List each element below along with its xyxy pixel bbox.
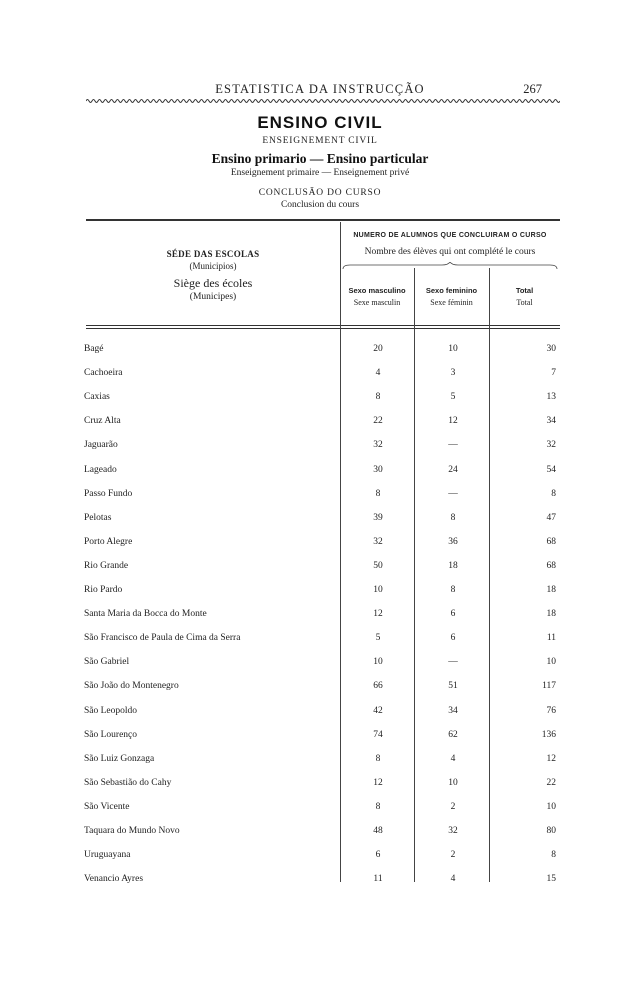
total-count: 68 (546, 560, 556, 571)
table-row (0, 537, 640, 553)
male-count: 12 (373, 777, 383, 788)
table-row (0, 730, 640, 746)
municipality-name: São Francisco de Paula de Cima da Serra (84, 633, 241, 644)
female-count: 32 (448, 826, 458, 836)
female-count: 6 (450, 609, 456, 620)
municipality-name: Taquara do Mundo Novo (84, 826, 180, 836)
total-count: 18 (546, 609, 556, 620)
column-header-male-pt: Sexo masculino (348, 286, 406, 295)
male-count: 50 (373, 560, 383, 571)
page-subtitle-fr: Enseignement primaire — Enseignement privé (230, 168, 410, 178)
male-count: 39 (373, 512, 383, 523)
total-count: 18 (546, 585, 556, 595)
table-row (0, 585, 640, 601)
table-row (0, 826, 640, 842)
section-title-fr: Conclusion du cours (280, 200, 360, 210)
male-count: 32 (373, 440, 383, 451)
total-count: 10 (546, 657, 556, 668)
page-title-fr: ENSEIGNEMENT CIVIL (262, 136, 378, 146)
female-count: — (448, 440, 458, 451)
male-count: 4 (375, 368, 381, 379)
column-header-female (414, 286, 489, 307)
female-count: 8 (450, 512, 456, 523)
male-count: 22 (373, 416, 383, 427)
male-count: 6 (375, 850, 381, 861)
table-row (0, 465, 640, 481)
male-count: 66 (373, 681, 383, 692)
female-count: 36 (448, 536, 458, 547)
column-header-male-fr: Sexe masculin (353, 298, 401, 307)
group-header-fr: Nombre des élèves qui ont complété le cours (364, 247, 536, 257)
female-count: 3 (450, 368, 456, 379)
total-count: 15 (546, 874, 556, 885)
municipality-name: Passo Fundo (84, 488, 133, 499)
municipality-name: Cachoeira (84, 368, 123, 379)
table-row (0, 850, 640, 866)
female-count: 4 (450, 753, 456, 764)
municipality-name: Pelotas (84, 512, 112, 523)
female-count: — (448, 657, 458, 668)
table-row (0, 778, 640, 794)
total-count: 32 (546, 440, 556, 451)
municipality-name: Porto Alegre (84, 536, 133, 547)
table-row (0, 344, 640, 360)
male-count: 48 (373, 826, 383, 836)
female-count: 2 (450, 850, 456, 861)
table-row (0, 561, 640, 577)
table-top-rule (86, 219, 560, 221)
total-count: 117 (542, 681, 556, 692)
table-row (0, 368, 640, 384)
left-header-fr: Siège des écoles (173, 276, 253, 290)
total-count: 34 (546, 416, 556, 427)
total-count: 7 (551, 368, 556, 379)
table-row (0, 874, 640, 890)
female-count: 62 (448, 729, 458, 740)
left-header-pt: SÉDE DAS ESCOLAS (166, 249, 260, 259)
male-count: 74 (373, 729, 383, 740)
female-count: 12 (448, 416, 458, 427)
total-count: 10 (546, 801, 556, 812)
column-header-male (340, 286, 414, 307)
total-count: 8 (551, 850, 556, 861)
female-count: 8 (450, 585, 456, 595)
total-count: 54 (546, 464, 556, 475)
male-count: 10 (373, 585, 383, 595)
municipality-name: São Gabriel (84, 657, 130, 668)
female-count: — (448, 488, 458, 499)
female-count: 5 (450, 392, 456, 403)
municipality-name: Venancio Ayres (84, 874, 144, 885)
municipality-name: Jaguarão (84, 440, 118, 451)
female-count: 34 (448, 705, 458, 716)
total-count: 22 (546, 777, 556, 788)
total-count: 30 (546, 344, 556, 354)
municipality-name: Rio Grande (84, 560, 129, 571)
table-row (0, 392, 640, 408)
female-count: 10 (448, 777, 458, 788)
male-count: 42 (373, 705, 383, 716)
municipality-name: Santa Maria da Bocca do Monte (84, 609, 207, 620)
female-count: 4 (450, 874, 456, 885)
left-header-pt-sub: (Municipios) (189, 261, 237, 271)
female-count: 6 (450, 633, 456, 644)
page-title: ENSINO CIVIL (257, 113, 383, 132)
municipality-name: São Vicente (84, 801, 130, 812)
male-count: 11 (373, 874, 383, 885)
table-row (0, 802, 640, 818)
left-header-fr-sub: (Municipes) (189, 292, 237, 302)
page-subtitle: Ensino primario — Ensino particular (211, 151, 429, 166)
municipality-name: São Leopoldo (84, 705, 138, 716)
municipality-name: Bagé (84, 344, 104, 354)
municipality-name: Rio Pardo (84, 585, 123, 595)
brace (342, 262, 558, 270)
total-count: 12 (546, 753, 556, 764)
municipality-name: São Luiz Gonzaga (84, 753, 155, 764)
total-count: 8 (551, 488, 556, 499)
municipality-name: Lageado (84, 464, 117, 475)
total-count: 136 (541, 729, 556, 740)
column-header-total-fr: Total (516, 298, 533, 307)
male-count: 30 (373, 464, 383, 475)
municipality-name: Caxias (84, 392, 110, 403)
table-row (0, 489, 640, 505)
total-count: 68 (546, 536, 556, 547)
female-count: 51 (448, 681, 458, 692)
male-count: 8 (375, 753, 381, 764)
municipality-name: Uruguayana (84, 850, 131, 861)
municipality-name: São João do Montenegro (84, 681, 179, 692)
male-count: 8 (375, 488, 381, 499)
male-count: 10 (373, 657, 383, 668)
column-header-total-pt: Total (515, 286, 534, 295)
male-count: 12 (373, 609, 383, 620)
total-count: 11 (546, 633, 556, 644)
column-header-total (489, 286, 560, 307)
female-count: 10 (448, 344, 458, 354)
table-row (0, 513, 640, 529)
male-count: 32 (373, 536, 383, 547)
municipality-name: Cruz Alta (84, 416, 121, 427)
male-count: 8 (375, 392, 381, 403)
table-row (0, 609, 640, 625)
table-row (0, 754, 640, 770)
running-head-title: ESTATISTICA DA INSTRUCÇÃO (215, 82, 425, 96)
male-count: 20 (373, 344, 383, 354)
female-count: 18 (448, 560, 458, 571)
column-header-female-fr: Sexe féminin (430, 298, 473, 307)
total-count: 47 (546, 512, 556, 523)
wavy-rule (86, 97, 560, 105)
table-row (0, 657, 640, 673)
column-header-female-pt: Sexo feminino (425, 286, 478, 295)
total-count: 76 (546, 705, 556, 716)
table-row (0, 440, 640, 456)
table-row (0, 706, 640, 722)
table-row (0, 633, 640, 649)
municipality-name: São Sebastião do Cahy (84, 777, 172, 788)
male-count: 5 (375, 633, 381, 644)
table-row (0, 416, 640, 432)
table-row (0, 681, 640, 697)
male-count: 8 (375, 801, 381, 812)
group-header-pt: NUMERO DE ALUMNOS QUE CONCLUIRAM O CURSO (353, 232, 547, 239)
municipality-name: São Lourenço (84, 729, 138, 740)
female-count: 2 (450, 801, 456, 812)
page-number: 267 (523, 82, 542, 96)
total-count: 13 (546, 392, 556, 403)
total-count: 80 (546, 826, 556, 836)
section-title: CONCLUSÃO DO CURSO (258, 188, 382, 198)
female-count: 24 (448, 464, 458, 475)
